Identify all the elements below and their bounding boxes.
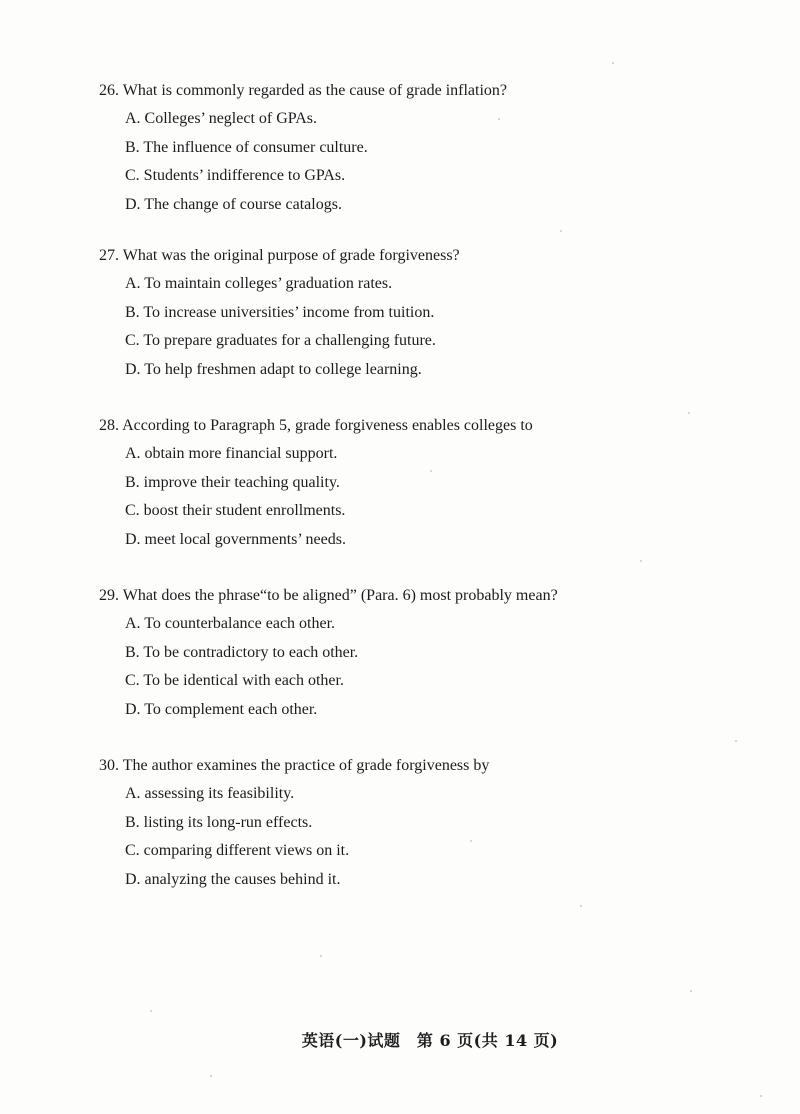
scan-speck xyxy=(320,955,322,957)
option-d: D. To complement each other. xyxy=(125,700,318,718)
question-stem: 27. What was the original purpose of grade forgiveness? xyxy=(99,247,460,264)
scan-speck xyxy=(688,412,690,414)
option-list xyxy=(125,273,739,387)
option-a: A. assessing its feasibility. xyxy=(125,785,295,802)
scan-speck xyxy=(210,1075,212,1077)
question-26 xyxy=(99,80,739,222)
question-28 xyxy=(99,415,739,557)
scan-speck xyxy=(735,740,737,742)
question-27 xyxy=(99,245,739,387)
scan-speck xyxy=(760,1095,762,1097)
scan-speck xyxy=(612,62,614,64)
option-a: A. Colleges’ neglect of GPAs. xyxy=(125,110,317,127)
option-c: C. comparing different views on it. xyxy=(125,842,350,859)
option-list xyxy=(125,443,739,557)
option-d: D. meet local governments’ needs. xyxy=(125,530,346,548)
question-29 xyxy=(99,585,739,727)
question-stem: 28. According to Paragraph 5, grade forgiveness enables colleges to xyxy=(99,417,533,434)
scan-speck xyxy=(580,905,582,907)
page-footer: 英语(一)试题 第 6 页(共 14 页) xyxy=(301,1031,559,1050)
scan-speck xyxy=(690,990,692,992)
question-stem: 26. What is commonly regarded as the cause of grade inflation? xyxy=(99,82,508,99)
scan-speck xyxy=(640,560,642,562)
scan-speck xyxy=(430,470,432,472)
option-b: B. listing its long-run effects. xyxy=(125,813,313,831)
option-list xyxy=(125,108,739,222)
option-b: B. To increase universities’ income from tuition. xyxy=(125,303,435,321)
option-d: D. To help freshmen adapt to college learning. xyxy=(125,360,422,378)
scan-speck xyxy=(470,840,472,842)
question-30 xyxy=(99,755,739,897)
option-d: D. The change of course catalogs. xyxy=(125,195,342,213)
scan-speck xyxy=(560,230,562,232)
option-c: C. To be identical with each other. xyxy=(125,672,344,689)
option-c: C. Students’ indifference to GPAs. xyxy=(125,167,346,184)
option-a: A. To counterbalance each other. xyxy=(125,615,336,632)
option-list xyxy=(125,613,739,727)
option-c: C. boost their student enrollments. xyxy=(125,502,346,519)
option-list xyxy=(125,783,739,897)
question-stem: 30. The author examines the practice of grade forgiveness by xyxy=(99,757,490,774)
question-stem: 29. What does the phrase“to be aligned” (Para. 6) most probably mean? xyxy=(99,587,558,604)
scan-speck xyxy=(498,118,500,120)
option-b: B. The influence of consumer culture. xyxy=(125,138,368,156)
option-a: A. obtain more financial support. xyxy=(125,445,338,462)
option-d: D. analyzing the causes behind it. xyxy=(125,870,341,888)
scan-speck xyxy=(150,1010,152,1012)
option-a: A. To maintain colleges’ graduation rates. xyxy=(125,275,393,292)
option-c: C. To prepare graduates for a challenging future. xyxy=(125,332,436,349)
option-b: B. To be contradictory to each other. xyxy=(125,643,359,661)
option-b: B. improve their teaching quality. xyxy=(125,473,340,491)
